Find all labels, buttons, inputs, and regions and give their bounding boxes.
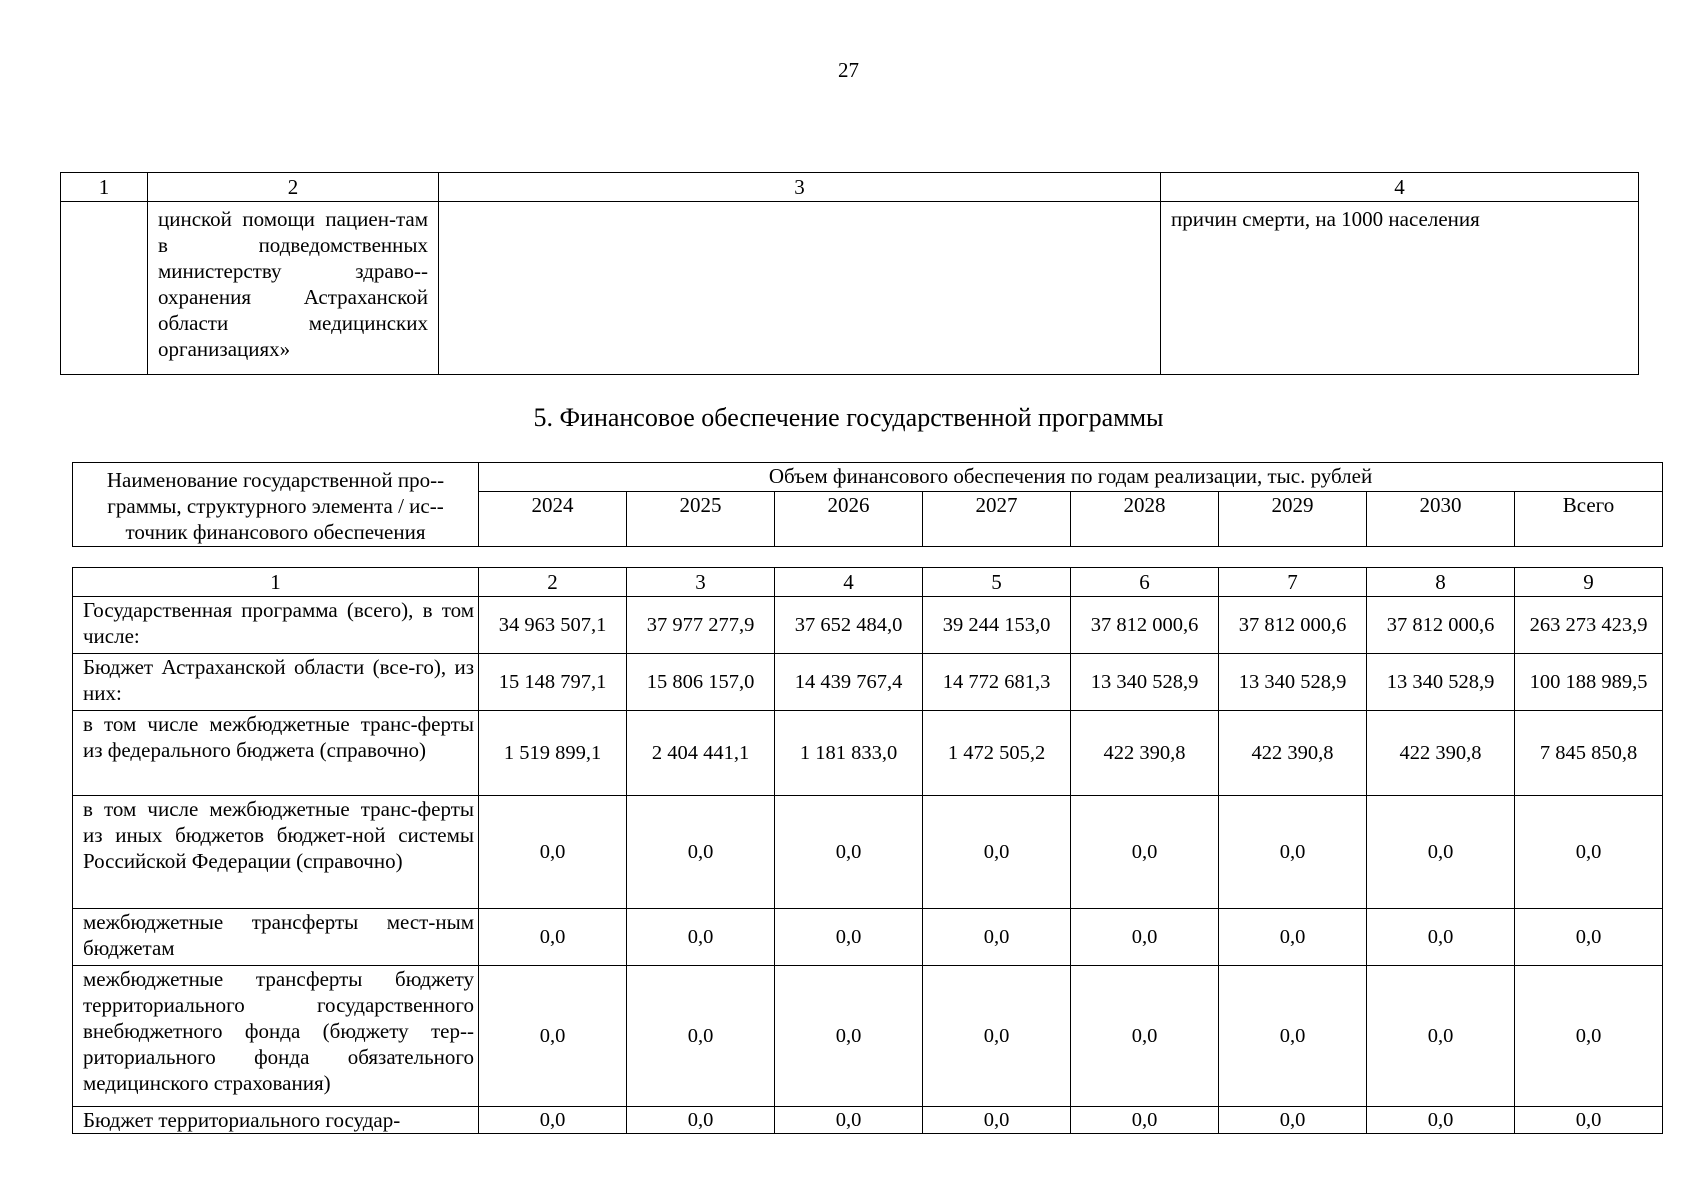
amount-cell: 0,0 bbox=[1071, 1107, 1219, 1134]
amount-cell: 422 390,8 bbox=[1367, 711, 1515, 796]
amount-cell: 0,0 bbox=[1367, 1107, 1515, 1134]
table-row bbox=[73, 597, 1663, 654]
row-label: в том числе межбюджетные транс-ферты из федерального бюджета (справочно) bbox=[73, 711, 479, 796]
amount-cell: 0,0 bbox=[923, 1107, 1071, 1134]
row-label: Государственная программа (всего), в том числе: bbox=[73, 597, 479, 654]
section-title: 5. Финансовое обеспечение государственной программы bbox=[533, 403, 1164, 432]
amount-cell: 0,0 bbox=[775, 909, 923, 966]
total-cell: 0,0 bbox=[1515, 796, 1663, 909]
amount-cell: 0,0 bbox=[479, 909, 627, 966]
amount-cell: 0,0 bbox=[479, 796, 627, 909]
amount-cell: 37 977 277,9 bbox=[627, 597, 775, 654]
column-numbers-row bbox=[73, 568, 1663, 597]
column-number: 3 bbox=[627, 568, 775, 597]
column-number: 3 bbox=[439, 173, 1161, 202]
row-label: Бюджет территориального государ- bbox=[73, 1107, 479, 1134]
amount-cell: 0,0 bbox=[1219, 1107, 1367, 1134]
page-number: 27 bbox=[838, 58, 859, 82]
amount-cell: 14 439 767,4 bbox=[775, 654, 923, 711]
table-cell-name: цинской помощи пациен-там в подведомственных министерству здраво-охранения Астраханской области медицинских организациях» bbox=[148, 202, 439, 375]
amount-cell: 13 340 528,9 bbox=[1367, 654, 1515, 711]
amount-cell: 39 244 153,0 bbox=[923, 597, 1071, 654]
column-number: 1 bbox=[73, 568, 479, 597]
table-row bbox=[73, 711, 1663, 796]
amount-cell: 1 181 833,0 bbox=[775, 711, 923, 796]
name-column-header: Наименование государственной про-граммы, структурного элемента / ис-точник финансового обеспечения bbox=[73, 463, 479, 547]
amount-cell: 34 963 507,1 bbox=[479, 597, 627, 654]
total-cell: 0,0 bbox=[1515, 909, 1663, 966]
table-row bbox=[73, 1107, 1663, 1134]
amount-cell: 0,0 bbox=[479, 1107, 627, 1134]
amount-cell: 0,0 bbox=[923, 909, 1071, 966]
column-number: 5 bbox=[923, 568, 1071, 597]
total-cell: 100 188 989,5 bbox=[1515, 654, 1663, 711]
column-number: 2 bbox=[479, 568, 627, 597]
amount-cell: 0,0 bbox=[923, 966, 1071, 1107]
column-number: 6 bbox=[1071, 568, 1219, 597]
amount-cell: 1 472 505,2 bbox=[923, 711, 1071, 796]
year-header: 2027 bbox=[923, 492, 1071, 547]
amount-cell: 37 812 000,6 bbox=[1367, 597, 1515, 654]
table-row bbox=[73, 654, 1663, 711]
column-number: 4 bbox=[775, 568, 923, 597]
amount-cell: 0,0 bbox=[627, 796, 775, 909]
table-row bbox=[73, 909, 1663, 966]
total-cell: 0,0 bbox=[1515, 1107, 1663, 1134]
amount-cell: 13 340 528,9 bbox=[1219, 654, 1367, 711]
amount-cell: 0,0 bbox=[1071, 796, 1219, 909]
amount-cell: 0,0 bbox=[1367, 796, 1515, 909]
column-number: 7 bbox=[1219, 568, 1367, 597]
financial-data-table bbox=[72, 567, 1663, 1134]
continuation-table bbox=[60, 172, 1639, 375]
amount-cell: 13 340 528,9 bbox=[1071, 654, 1219, 711]
column-number: 9 bbox=[1515, 568, 1663, 597]
amount-cell: 0,0 bbox=[1219, 796, 1367, 909]
table-row bbox=[61, 202, 1639, 375]
year-header: 2029 bbox=[1219, 492, 1367, 547]
table-header-row bbox=[61, 173, 1639, 202]
row-label: межбюджетные трансферты бюджету территориального государственного внебюджетного фонда (бюджету тер-риториального фонда обязательного медицинского страхования) bbox=[73, 966, 479, 1107]
table-cell bbox=[61, 202, 148, 375]
amount-cell: 0,0 bbox=[1219, 966, 1367, 1107]
amount-cell: 37 652 484,0 bbox=[775, 597, 923, 654]
year-header: 2028 bbox=[1071, 492, 1219, 547]
header-row bbox=[73, 463, 1663, 492]
column-number: 4 bbox=[1161, 173, 1639, 202]
column-number: 8 bbox=[1367, 568, 1515, 597]
row-label: Бюджет Астраханской области (все-го), из них: bbox=[73, 654, 479, 711]
amount-cell: 0,0 bbox=[775, 1107, 923, 1134]
total-header: Всего bbox=[1515, 492, 1663, 547]
amount-cell: 0,0 bbox=[923, 796, 1071, 909]
table-row bbox=[73, 796, 1663, 909]
amount-cell: 422 390,8 bbox=[1071, 711, 1219, 796]
amount-cell: 37 812 000,6 bbox=[1071, 597, 1219, 654]
year-header: 2025 bbox=[627, 492, 775, 547]
amount-cell: 0,0 bbox=[1367, 966, 1515, 1107]
amount-cell: 0,0 bbox=[775, 966, 923, 1107]
table-cell-indicator: причин смерти, на 1000 населения bbox=[1161, 202, 1639, 375]
year-header: 2026 bbox=[775, 492, 923, 547]
amount-cell: 14 772 681,3 bbox=[923, 654, 1071, 711]
amount-cell: 0,0 bbox=[627, 909, 775, 966]
volume-header: Объем финансового обеспечения по годам реализации, тыс. рублей bbox=[479, 463, 1663, 492]
amount-cell: 0,0 bbox=[479, 966, 627, 1107]
amount-cell: 15 806 157,0 bbox=[627, 654, 775, 711]
amount-cell: 0,0 bbox=[1071, 966, 1219, 1107]
amount-cell: 0,0 bbox=[775, 796, 923, 909]
column-number: 1 bbox=[61, 173, 148, 202]
amount-cell: 422 390,8 bbox=[1219, 711, 1367, 796]
row-label: в том числе межбюджетные транс-ферты из иных бюджетов бюджет-ной системы Российской Федерации (справочно) bbox=[73, 796, 479, 909]
year-header: 2030 bbox=[1367, 492, 1515, 547]
amount-cell: 37 812 000,6 bbox=[1219, 597, 1367, 654]
amount-cell: 0,0 bbox=[1071, 909, 1219, 966]
amount-cell: 0,0 bbox=[627, 966, 775, 1107]
amount-cell: 1 519 899,1 bbox=[479, 711, 627, 796]
amount-cell: 0,0 bbox=[627, 1107, 775, 1134]
amount-cell: 2 404 441,1 bbox=[627, 711, 775, 796]
table-cell bbox=[439, 202, 1161, 375]
amount-cell: 0,0 bbox=[1367, 909, 1515, 966]
amount-cell: 15 148 797,1 bbox=[479, 654, 627, 711]
year-header: 2024 bbox=[479, 492, 627, 547]
total-cell: 263 273 423,9 bbox=[1515, 597, 1663, 654]
amount-cell: 0,0 bbox=[1219, 909, 1367, 966]
table-row bbox=[73, 966, 1663, 1107]
total-cell: 0,0 bbox=[1515, 966, 1663, 1107]
column-number: 2 bbox=[148, 173, 439, 202]
row-label: межбюджетные трансферты мест-ным бюджетам bbox=[73, 909, 479, 966]
total-cell: 7 845 850,8 bbox=[1515, 711, 1663, 796]
financial-header-table bbox=[72, 462, 1663, 547]
